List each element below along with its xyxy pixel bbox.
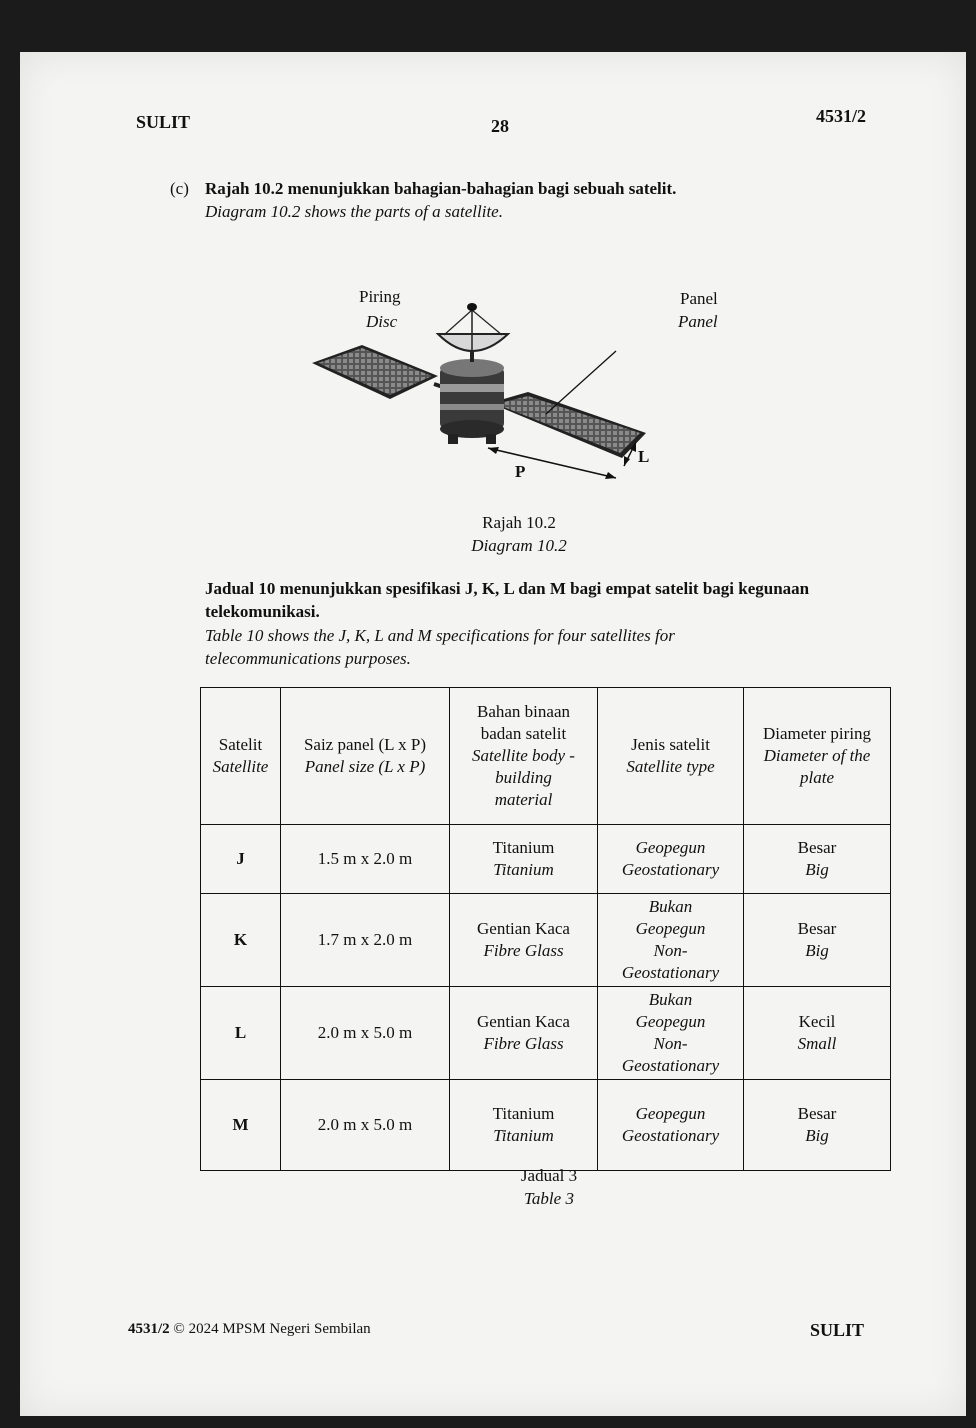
header-type	[598, 688, 744, 825]
cell-diameter-malay: Besar	[797, 1104, 837, 1123]
cell-panel-size: 1.7 m x 2.0 m	[281, 894, 450, 987]
cell-type-line1: Bukan	[648, 897, 693, 916]
cell-satellite: L	[201, 987, 281, 1080]
cell-material-english: Titanium	[493, 1126, 554, 1145]
cell-type-line2: Geopegun	[635, 919, 706, 938]
cell-type	[598, 894, 744, 987]
cell-diameter	[744, 825, 891, 894]
header-left: SULIT	[136, 112, 191, 132]
header-type-english: Satellite type	[626, 757, 715, 776]
question-english: Diagram 10.2 shows the parts of a satellite.	[205, 202, 503, 221]
cell-type	[598, 1080, 744, 1171]
diagram-caption-malay: Rajah 10.2	[482, 513, 556, 532]
header-right: 4531/2	[816, 106, 867, 126]
l-label: L	[638, 447, 650, 466]
cell-material-english: Fibre Glass	[483, 1034, 564, 1053]
header-diameter-english-2: plate	[800, 768, 834, 787]
cell-material	[450, 987, 598, 1080]
table-caption-malay: Jadual 3	[520, 1166, 578, 1185]
table-row	[201, 987, 891, 1080]
cell-material-malay: Gentian Kaca	[477, 1012, 570, 1031]
cell-panel-size: 2.0 m x 5.0 m	[281, 987, 450, 1080]
question-malay: Rajah 10.2 menunjukkan bahagian-bahagian bagi sebuah satelit.	[205, 179, 677, 198]
question-label: (c)	[170, 179, 189, 198]
cell-panel-size: 1.5 m x 2.0 m	[281, 825, 450, 894]
cell-type-line4: Geostationary	[621, 1056, 720, 1075]
cell-material-malay: Gentian Kaca	[477, 919, 570, 938]
cell-type	[598, 987, 744, 1080]
diagram-caption-english: Diagram 10.2	[471, 536, 567, 555]
p-dimension-arrow	[488, 447, 616, 479]
cell-diameter-english: Small	[797, 1034, 837, 1053]
footer-right: SULIT	[810, 1320, 865, 1340]
cell-type-line3: Non-	[653, 1034, 688, 1053]
cell-type-line1: Geopegun	[635, 838, 706, 857]
cell-type-line3: Non-	[653, 941, 688, 960]
cell-material-malay: Titanium	[492, 1104, 555, 1123]
header-satellite-malay: Satelit	[218, 735, 263, 754]
satellite-spec-table	[200, 687, 891, 1171]
cell-material-english: Fibre Glass	[483, 941, 564, 960]
footer-code: 4531/2	[128, 1321, 170, 1337]
header-diameter	[744, 688, 891, 825]
table-header-row	[201, 688, 891, 825]
table-row	[201, 894, 891, 987]
table-row	[201, 1080, 891, 1171]
cell-diameter-malay: Besar	[797, 838, 837, 857]
intro-english-line1: Table 10 shows the J, K, L and M specifications for four satellites for	[205, 626, 675, 645]
header-material-english-3: material	[494, 790, 553, 809]
intro-malay-line1: Jadual 10 menunjukkan spesifikasi J, K, L dan M bagi empat satelit bagi kegunaan	[205, 579, 810, 598]
cell-type-line2: Geostationary	[621, 860, 720, 879]
cell-type-line2: Geostationary	[621, 1126, 720, 1145]
header-material	[450, 688, 598, 825]
header-material-malay-1: Bahan binaan	[477, 702, 570, 721]
disc-label-malay: Piring	[359, 287, 401, 306]
table-caption-english: Table 3	[524, 1189, 574, 1208]
panel-label-malay: Panel	[680, 289, 718, 308]
cell-diameter-english: Big	[805, 860, 829, 879]
cell-diameter-malay: Kecil	[798, 1012, 836, 1031]
satellite-disc	[438, 303, 508, 362]
cell-type-line1: Geopegun	[635, 1104, 706, 1123]
page-number: 28	[491, 116, 509, 136]
footer-left	[128, 1321, 371, 1338]
header-panel-size	[281, 688, 450, 825]
panel-label-english: Panel	[678, 312, 718, 331]
header-panel-size-malay: Saiz panel (L x P)	[303, 735, 427, 754]
cell-material-malay: Titanium	[492, 838, 555, 857]
cell-type-line2: Geopegun	[635, 1012, 706, 1031]
exam-page	[20, 52, 966, 1416]
panel-leader-line	[546, 351, 616, 414]
cell-type-line4: Geostationary	[621, 963, 720, 982]
cell-diameter-malay: Besar	[797, 919, 837, 938]
satellite-diagram	[300, 292, 670, 492]
cell-diameter	[744, 987, 891, 1080]
intro-malay-line2: telekomunikasi.	[205, 602, 320, 621]
cell-diameter	[744, 894, 891, 987]
disc-label-english: Disc	[366, 312, 398, 331]
cell-type	[598, 825, 744, 894]
header-type-malay: Jenis satelit	[631, 735, 710, 754]
cell-diameter-english: Big	[805, 941, 829, 960]
header-diameter-malay: Diameter piring	[762, 724, 872, 743]
cell-diameter	[744, 1080, 891, 1171]
cell-material	[450, 825, 598, 894]
cell-material	[450, 894, 598, 987]
cell-panel-size: 2.0 m x 5.0 m	[281, 1080, 450, 1171]
header-material-english-1: Satellite body -	[472, 746, 575, 765]
cell-diameter-english: Big	[805, 1126, 829, 1145]
cell-satellite: K	[201, 894, 281, 987]
footer-copyright: © 2024 MPSM Negeri Sembilan	[173, 1321, 371, 1337]
cell-type-line1: Bukan	[648, 990, 693, 1009]
header-diameter-english-1: Diameter of the	[763, 746, 871, 765]
header-panel-size-english: Panel size (L x P)	[304, 757, 426, 776]
header-material-malay-2: badan satelit	[480, 724, 567, 743]
satellite-body	[440, 359, 504, 444]
header-satellite	[201, 688, 281, 825]
header-satellite-english: Satellite	[212, 757, 269, 776]
cell-satellite: M	[201, 1080, 281, 1171]
header-material-english-2: building	[495, 768, 552, 787]
p-label: P	[515, 462, 526, 481]
cell-material-english: Titanium	[493, 860, 554, 879]
table-row	[201, 825, 891, 894]
intro-english-line2: telecommunications purposes.	[205, 649, 411, 668]
cell-satellite: J	[201, 825, 281, 894]
cell-material	[450, 1080, 598, 1171]
